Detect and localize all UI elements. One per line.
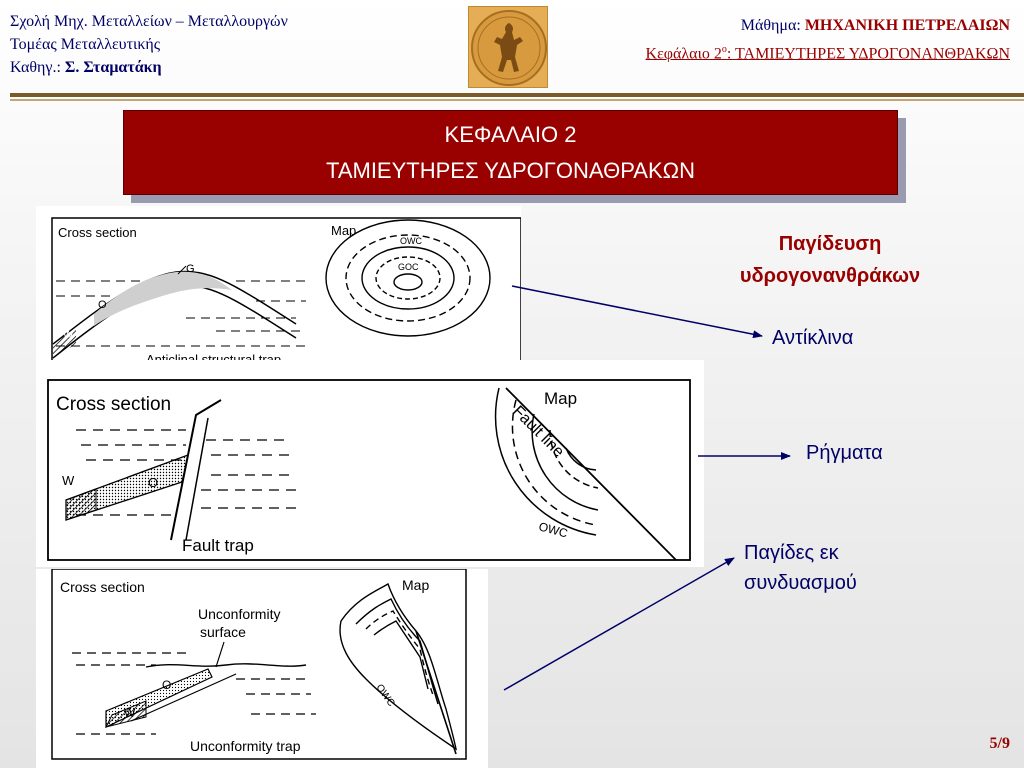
arrow-combined: [504, 558, 734, 690]
unconformity-o-label: O: [162, 678, 172, 692]
unconformity-caption: Unconformity trap: [190, 738, 301, 754]
anticline-w-label: W: [63, 329, 74, 341]
arrow-anticline: [512, 286, 762, 336]
unconformity-owc-label: OWC: [373, 682, 397, 709]
anticline-goc-label: GOC: [398, 262, 419, 272]
fault-map-label: Map: [544, 389, 578, 408]
fault-owc-label: OWC: [537, 519, 570, 541]
unconformity-cross-section-label: Cross section: [60, 579, 145, 595]
page-number: 5/9: [989, 735, 1010, 752]
chapter-prefix: Κεφάλαιο 2: [645, 45, 722, 63]
professor-prefix: Καθηγ.:: [10, 59, 65, 76]
faults-label: Ρήγματα: [806, 442, 883, 464]
trapping-heading: Παγίδευση υδρογονανθράκων: [739, 233, 921, 287]
fault-line-label: Fault line: [509, 402, 568, 461]
anticline-label: Αντίκλινα: [772, 327, 854, 349]
school-name: Σχολή Μηχ. Μεταλλείων – Μεταλλουργών: [10, 13, 288, 30]
fault-w-label: W: [62, 473, 75, 488]
title-line-1: ΚΕΦΑΛΑΙΟ 2: [444, 122, 577, 147]
department-name: Τομέας Μεταλλευτικής: [10, 36, 161, 53]
anticline-g-label: G: [186, 263, 195, 275]
fault-cross-section-label: Cross section: [56, 394, 172, 415]
anticline-owc-label: OWC: [400, 236, 422, 246]
professor-name: Σ. Σταματάκη: [64, 59, 162, 76]
anticline-cross-section-label: Cross section: [58, 225, 137, 240]
unconformity-surface-label-2: surface: [200, 624, 246, 640]
anticline-map-label: Map: [331, 223, 357, 238]
unconformity-surface-label-1: Unconformity: [198, 606, 281, 622]
chapter-sup: ο: [721, 44, 727, 55]
course-prefix: Μάθημα:: [740, 17, 805, 34]
combined-traps-label: Παγίδες εκ συνδυασμού: [744, 542, 857, 594]
course-name: ΜΗΧΑΝΙΚΗ ΠΕΤΡΕΛΑΙΩΝ: [804, 17, 1010, 34]
unconformity-map-label: Map: [402, 577, 430, 593]
unconformity-w-label: W: [124, 706, 136, 720]
title-line-2: ΤΑΜΙΕΥΤΗΡΕΣ ΥΔΡΟΓΟΝΑΘΡΑΚΩΝ: [326, 158, 695, 183]
anticline-o-label: O: [98, 299, 107, 311]
fault-caption: Fault trap: [182, 536, 254, 555]
chapter-rest: : ΤΑΜΙΕΥΤΗΡΕΣ ΥΔΡΟΓΟΝΑΝΘΡΑΚΩΝ: [726, 45, 1010, 63]
fault-o-label: O: [148, 475, 159, 490]
